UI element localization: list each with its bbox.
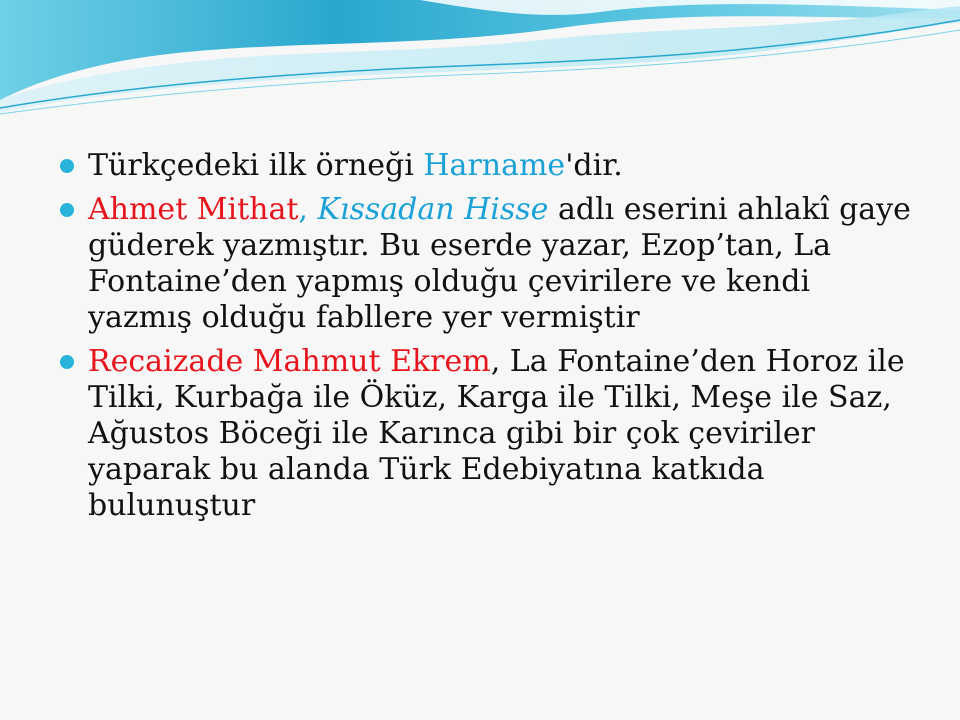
bullet-text-suffix: 'dir.	[565, 148, 623, 183]
bullet-dot-icon	[60, 355, 74, 369]
highlight-harname: Harname	[423, 148, 566, 183]
author-ahmet-mithat: Ahmet Mithat	[88, 192, 299, 227]
work-kissadan-hisse: Kıssadan Hisse	[317, 192, 549, 227]
author-comma: ,	[298, 192, 318, 227]
bullet-item-recaizade	[58, 344, 918, 524]
author-recaizade-mahmut-ekrem: Recaizade Mahmut Ekrem	[88, 344, 491, 379]
header-wave-decoration	[0, 0, 960, 130]
bullet-text: , La Fontaine’den Horoz ile Tilki, Kurbağa ile Öküz, Karga ile Tilki, Meşe ile Saz, Ağustos Böceği ile Karınca gibi bir çok çeviriler yaparak bu alanda Türk Edebiyatına katkıda bulunuştur	[88, 344, 905, 523]
bullet-list	[58, 148, 918, 532]
bullet-text: adlı eserini ahlakî gaye güderek yazmıştır. Bu eserde yazar, Ezop’tan, La Fontaine’den yapmış olduğu çevirilere ve kendi yazmış olduğu fabllere yer vermiştir	[88, 192, 911, 335]
bullet-dot-icon	[60, 159, 74, 173]
bullet-text-prefix: Türkçedeki ilk örneği	[88, 148, 424, 183]
bullet-item-harname	[58, 148, 918, 184]
bullet-item-ahmet-mithat	[58, 192, 918, 336]
bullet-dot-icon	[60, 203, 74, 217]
